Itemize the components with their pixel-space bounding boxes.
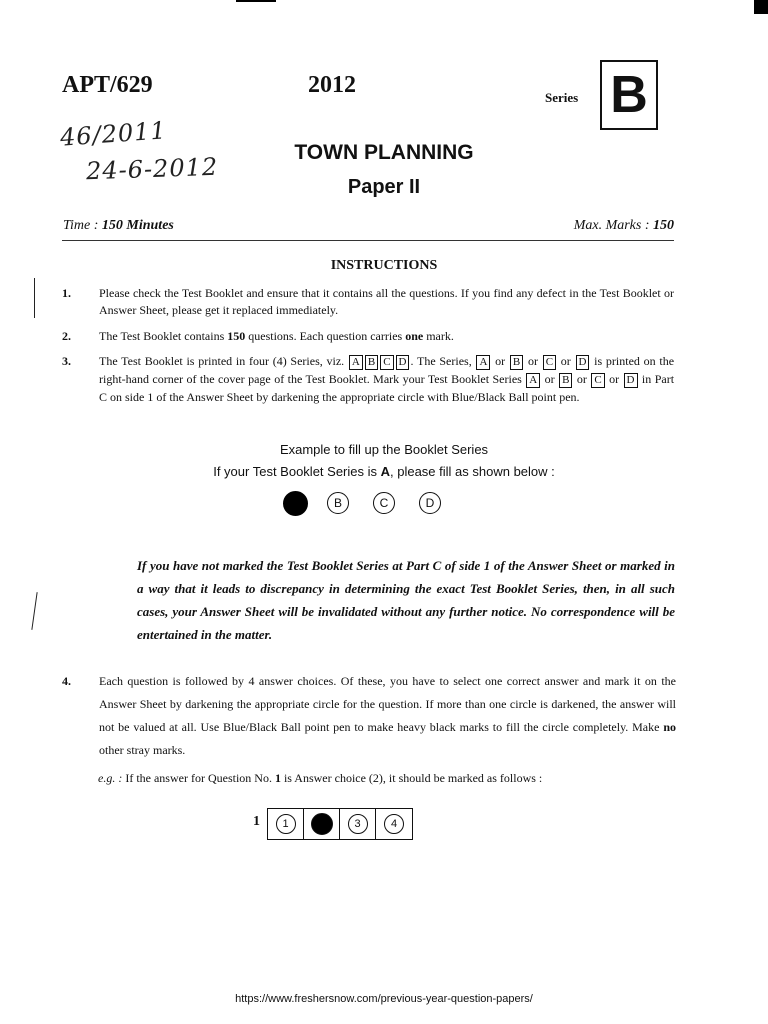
instructions-heading: INSTRUCTIONS [330, 258, 438, 273]
bubble-d: D [419, 492, 441, 514]
series-box-c: C [380, 355, 393, 370]
text-run: The Test Booklet is printed in four (4) Series, viz. [99, 354, 348, 368]
example-instruction [0, 464, 768, 479]
series-box-d: D [624, 373, 638, 388]
series-box-a: A [526, 373, 540, 388]
series-letter-box: B [600, 60, 658, 130]
instruction-text: Please check the Test Booklet and ensure that it contains all the questions. If you find any defect in the Test Booklet or Answer Sheet, please get it replaced immediately. [99, 286, 674, 317]
series-box-a: A [349, 355, 363, 370]
text-run: , please fill as shown below : [390, 464, 555, 479]
series-box-b: B [365, 355, 378, 370]
subject-title: TOWN PLANNING [294, 141, 474, 164]
time-value: 150 Minutes [101, 218, 174, 233]
time-allowed [63, 218, 174, 234]
answer-cell [268, 809, 304, 839]
instruction-text [99, 328, 674, 345]
warning-notice: If you have not marked the Test Booklet Series at Part C of side 1 of the Answer Sheet or marked in a way that it leads to discrepancy in determining the exact Test Booklet Series, then, in all such cases, your Answer Sheet will be invalidated without any further notice. No correspondence will be entertained in the matter. [137, 558, 675, 642]
text-run: in Part C on side 1 of the Answer Sheet by darkening the appropriate circle with Blue/Black Ball point pen. [99, 372, 675, 404]
text-run: The Test Booklet contains [99, 329, 228, 343]
marks-value: 150 [653, 218, 674, 233]
text-run: is printed on the right-hand corner of the cover page of the Test Booklet. Mark your Test Booklet Series [99, 354, 675, 386]
emphasis-word: no [663, 720, 676, 734]
mark-value: one [405, 329, 424, 343]
exam-year: 2012 [308, 72, 356, 98]
answer-bubble-3: 3 [348, 814, 368, 834]
instruction-text [99, 352, 674, 406]
answer-cell [304, 809, 340, 839]
text-run: or [524, 354, 542, 368]
instruction-number: 4. [62, 674, 71, 688]
answer-bubble-2-filled [311, 813, 333, 835]
margin-pen-mark [34, 278, 35, 318]
series-box-a: A [476, 355, 490, 370]
text-run: If the answer for Question No. [122, 771, 275, 785]
text-run: questions. Each question carries [245, 329, 406, 343]
handwritten-note-date: 24-6-2012 [85, 152, 219, 186]
paper-code: APT/629 [62, 72, 153, 98]
header-divider [62, 240, 674, 241]
text-run: mark. [423, 329, 454, 343]
text-run: or [605, 372, 623, 386]
eg-label: e.g. : [98, 771, 123, 785]
instruction-2 [62, 328, 674, 345]
answer-cell [340, 809, 376, 839]
paper-number: Paper II [347, 176, 421, 198]
question-number: 1 [274, 771, 281, 785]
series-box-c: C [591, 373, 604, 388]
instruction-number: 2. [62, 329, 71, 343]
footer-url: https://www.freshersnow.com/previous-year-question-papers/ [235, 993, 533, 1005]
margin-pen-mark [31, 592, 37, 630]
text-run: . The Series, [410, 354, 476, 368]
instruction-1 [62, 285, 674, 319]
answer-bubble-4: 4 [384, 814, 404, 834]
series-box-b: B [559, 373, 572, 388]
series-box-d: D [396, 355, 410, 370]
text-run: or [573, 372, 591, 386]
answer-question-number: 1 [253, 814, 260, 829]
series-label: Series [545, 90, 579, 105]
text-run: is Answer choice (2), it should be marked as follows : [280, 771, 543, 785]
instruction-number: 1. [62, 286, 71, 300]
filled-bubble-a [283, 491, 308, 516]
text-run: other stray marks. [99, 743, 186, 757]
series-box-d: D [576, 355, 590, 370]
answer-cell [376, 809, 412, 839]
example-answer-text [98, 771, 542, 786]
text-run: If your Test Booklet Series is [213, 464, 381, 479]
text-run: Each question is followed by 4 answer choices. Of these, you have to select one correct answer and mark it on the Answer Sheet by darkening the appropriate circle for the question. If more than one circle is darkened, the answer will not be valued at all. Use Blue/Black Ball point pen to make heavy black marks to fill the circle completely. Make [99, 674, 676, 734]
question-count: 150 [227, 329, 246, 343]
series-box-c: C [543, 355, 556, 370]
example-title: Example to fill up the Booklet Series [279, 442, 489, 457]
bubble-c: C [373, 492, 395, 514]
answer-bubble-1: 1 [276, 814, 296, 834]
text-run: or [557, 354, 575, 368]
instruction-number: 3. [62, 354, 71, 368]
scan-corner-mark [754, 0, 768, 14]
text-run: or [541, 372, 559, 386]
instruction-4 [62, 670, 676, 762]
instruction-text [99, 670, 676, 762]
marks-label: Max. Marks : [573, 218, 653, 233]
time-label: Time : [63, 218, 102, 233]
answer-choices-table [267, 808, 413, 840]
max-marks [574, 218, 674, 234]
bubble-b: B [327, 492, 349, 514]
handwritten-note-reference: 46/2011 [59, 116, 168, 152]
text-run: or [491, 354, 509, 368]
instruction-3 [62, 352, 674, 406]
booklet-series-bubbles [283, 492, 443, 518]
series-box-b: B [510, 355, 523, 370]
series-letter: A [380, 464, 390, 479]
scan-edge-mark [236, 0, 276, 2]
